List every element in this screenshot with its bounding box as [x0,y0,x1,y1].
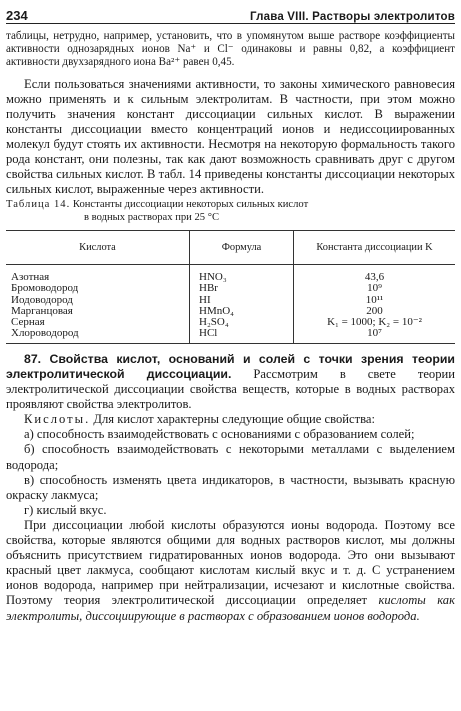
table-row [6,265,455,284]
section-title: 87. Свойства кислот, оснований и солей с точки зрения теории электролитической диссоциации. [6,351,455,382]
table-header-row [6,231,455,265]
table-caption-title: Константы диссоциации некоторых сильных кислот [72,199,309,211]
acid-constant: 10⁷ [294,328,456,344]
final-paragraph [6,518,455,624]
table-caption [6,199,455,224]
acid-formula: H₂SO₄ [190,317,294,328]
final-italic-definition: кислоты как электролиты, диссоциирующие в растворах с образованием ионов водорода. [6,593,455,623]
page-number: 234 [6,8,28,23]
section-87 [6,352,455,412]
table-caption-subtitle: в водных растворах при 25 °С [84,211,220,223]
book-page [6,4,455,624]
list-item: в) способность изменять цвета индикаторов, в частности, вызывать красную окраску лакмуса; [6,472,455,502]
acid-formula: HBr [190,283,294,294]
acid-constant: 10⁹ [294,283,456,294]
acid-name: Марганцовая [11,304,73,317]
page-header [6,4,455,24]
section-intro: Рассмотрим в свете теории электролитической диссоциации свойства веществ, которые в водных растворах проявляют свойства электролитов. [6,367,456,412]
acid-name: Серная [11,315,45,328]
acid-constant: 10¹¹ [294,295,456,306]
list-item: а) способность взаимодействовать с основаниями с образованием солей; [24,427,415,442]
acid-name: Иодоводород [11,293,73,306]
acids-paragraph [6,412,455,427]
column-header-formula: Формула [190,231,294,265]
acid-formula: HCl [190,328,294,344]
acid-constant: 43,6 [294,265,456,284]
acid-name: Хлороводород [6,328,190,344]
column-header-constant: Константа диссоциации K [294,231,456,265]
list-item: г) кислый вкус. [24,502,107,517]
table-row [6,295,455,306]
acid-name: Бромоводород [11,282,79,295]
column-header-acid: Кислота [6,231,190,265]
chapter-title: Глава VIII. Растворы электролитов [249,11,455,23]
acid-name: Азотная [11,271,50,284]
acid-formula: HNO₃ [190,265,294,284]
dissociation-constants-table [6,230,455,344]
acid-formula: HMnO₄ [190,306,294,317]
intro-paragraph: таблицы, нетрудно, например, установить, что в упомянутом выше растворе коэффициенты активности однозарядных ионов Na⁺ и Cl⁻ одинаковы и равны 0,82, а коэффициент активности двухзарядного иона Ba²⁺ равен 0,45. [6,30,455,69]
list-item: б) способность взаимодействовать с некоторыми металлами с выделением водорода; [6,442,455,472]
final-text: При диссоциации любой кислоты образуются ионы водорода. Поэтому все свойства, которые являются общими для водных растворов кислот, мы должны объяснить присутствием гидратированных ионов водорода. Это они вызывают красный цвет лакмуса, сообщают кислотам кислый вкус и т. д. С устранением ионов водорода, например при нейтрализации, исчезают и кислотные свойства. Поэтому теория электролитической диссоциации определяет [6,517,455,608]
acid-constant: K₁ = 1000; K₂ = 10⁻² [294,317,456,328]
acids-intro: Для кислот характерны следующие общие свойства: [93,412,375,427]
table-caption-label: Таблица 14. [6,199,71,211]
acid-formula: HI [190,295,294,306]
table-row [6,283,455,294]
table-row [6,328,455,344]
main-paragraph: Если пользоваться значениями активности, то законы химического равновесия можно применять и к сильным электролитам. В частности, при этом можно получить значения констант диссоциации сильных кислот. В выражении константы диссоциации вместо концентраций ионов и недиссоциированных молекул будут стоять их активности. Несмотря на некоторую формальность такого рода констант, они полезны, так как дают возможность сравнивать друг с другом свойства сильных кислот. В табл. 14 приведены константы диссоциации некоторых сильных кислот, выраженные через активности. [6,76,455,197]
acid-constant: 200 [294,306,456,317]
acids-label: Кислоты. [24,412,91,427]
